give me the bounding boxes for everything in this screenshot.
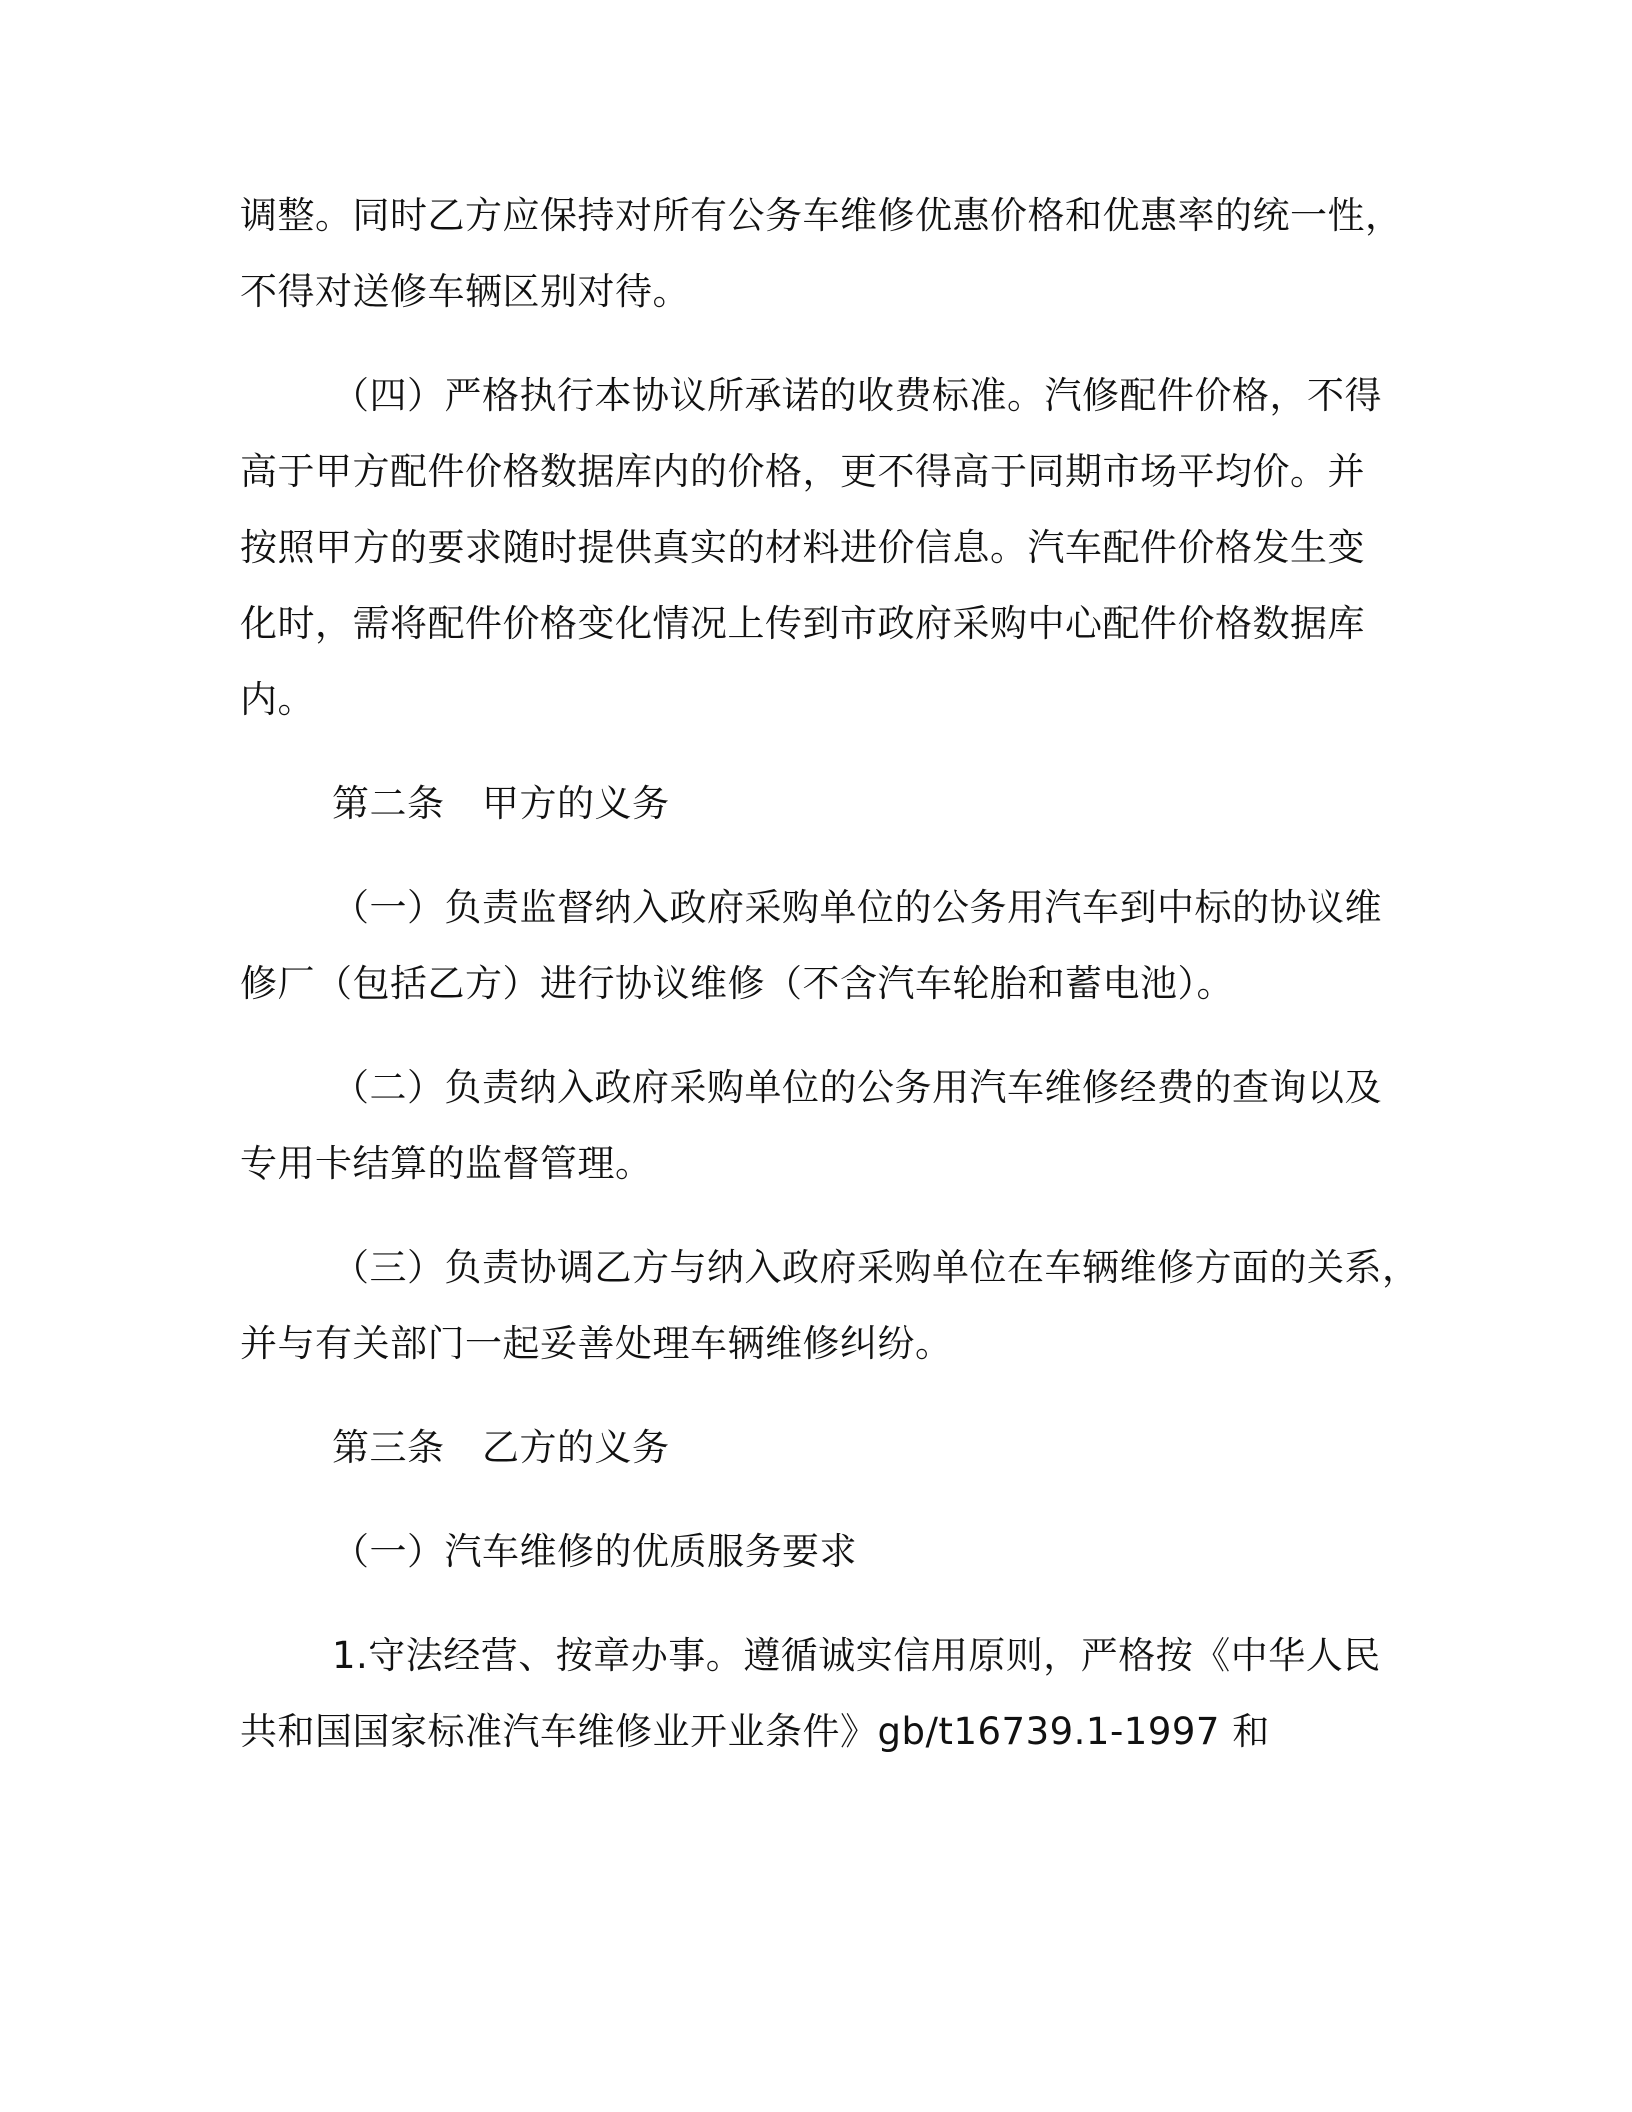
paragraph-line: 1.守法经营、按章办事。遵循诚实信用原则，严格按《中华人民 [332,1634,1381,1677]
paragraph-line: （一）汽车维修的优质服务要求 [332,1530,857,1573]
paragraph-line: 高于甲方配件价格数据库内的价格，更不得高于同期市场平均价。并 [240,450,1365,493]
paragraph-line: （三）负责协调乙方与纳入政府采购单位在车辆维修方面的关系， [332,1246,1420,1289]
paragraph-line: 按照甲方的要求随时提供真实的材料进价信息。汽车配件价格发生变 [240,526,1365,569]
paragraph-line: （一）负责监督纳入政府采购单位的公务用汽车到中标的协议维 [332,886,1382,929]
paragraph-line: 调整。同时乙方应保持对所有公务车维修优惠价格和优惠率的统一性， [240,194,1403,237]
paragraph-line: 共和国国家标准汽车维修业开业条件》gb/t16739.1-1997 和 [240,1710,1270,1753]
paragraph-line: 专用卡结算的监督管理。 [240,1142,653,1185]
paragraph-line: 并与有关部门一起妥善处理车辆维修纠纷。 [240,1322,953,1365]
paragraph-line: 修厂（包括乙方）进行协议维修（不含汽车轮胎和蓄电池）。 [240,962,1234,1005]
section-heading: 第三条 乙方的义务 [332,1426,670,1469]
section-heading: 第二条 甲方的义务 [332,782,670,825]
paragraph-line: 化时，需将配件价格变化情况上传到市政府采购中心配件价格数据库 [240,602,1365,645]
paragraph-line: （四）严格执行本协议所承诺的收费标准。汽修配件价格，不得 [332,374,1382,417]
paragraph-line: 不得对送修车辆区别对待。 [240,270,690,313]
paragraph-line: 内。 [240,678,315,721]
paragraph-line: （二）负责纳入政府采购单位的公务用汽车维修经费的查询以及 [332,1066,1382,1109]
